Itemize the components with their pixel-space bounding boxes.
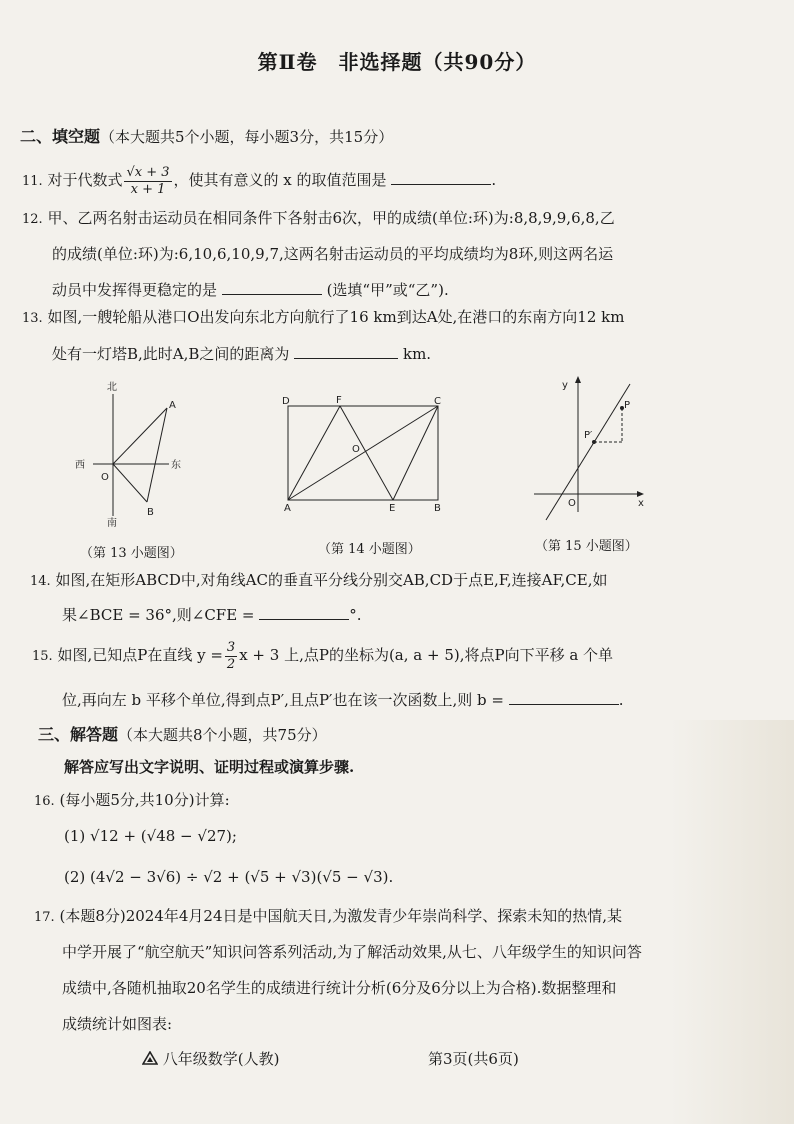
paper-title: 第Ⅱ卷 非选择题（共90分） (257, 50, 537, 74)
figure-14-caption: （第 14 小题图） (318, 542, 421, 557)
fig15-Pp: P′ (584, 430, 593, 441)
footer-subject (142, 1048, 280, 1069)
fig14-A: A (284, 503, 291, 514)
x-axis-arrow (637, 491, 644, 497)
q14-line2 (62, 605, 362, 625)
question-17 (34, 906, 622, 928)
segment-AF (288, 406, 340, 500)
q12-line3-pre: 动员中发挥得更稳定的是 (52, 281, 218, 299)
segment-OB (113, 464, 147, 502)
q15-frac-num: 3 (226, 640, 236, 655)
segment-FE (340, 406, 393, 500)
question-number: 14. (30, 574, 51, 589)
q13-line2 (52, 344, 431, 364)
question-12 (22, 208, 615, 230)
answer-blank[interactable] (509, 690, 619, 705)
fig13-B: B (147, 507, 154, 518)
fig13-south: 南 (107, 518, 117, 529)
q15-line2 (62, 690, 623, 710)
q13-line2-pre: 处有一灯塔B,此时A,B之间的距离为 (52, 345, 290, 363)
fig15-O: O (568, 498, 576, 509)
paper-shadow (670, 720, 794, 1124)
fig13-A: A (169, 400, 176, 411)
question-13 (22, 307, 624, 329)
q16-p2-expression: (4√2 − 3√6) ÷ √2 + (√5 + √3)(√5 − √3). (90, 868, 394, 886)
subject-label: 八年级数学(人教) (162, 1050, 280, 1068)
fig14-D: D (282, 396, 290, 407)
question-15 (32, 640, 613, 672)
section-solve-header (38, 722, 327, 745)
question-number: 16. (34, 794, 55, 809)
q16-p2-label: (2) (64, 868, 86, 886)
q14-line2-pre: 果∠BCE = 36°,则∠CFE = (62, 606, 255, 624)
question-16 (34, 790, 230, 812)
q12-line3 (52, 280, 449, 300)
section-fill-header (20, 124, 393, 147)
figure-14 (278, 390, 458, 519)
segment-AB (147, 408, 167, 502)
question-number: 13. (22, 311, 43, 326)
footer-page-number: 第3页(共6页) (428, 1050, 519, 1068)
q11-numerator: √x + 3 (126, 165, 170, 180)
fig14-O: O (352, 444, 360, 455)
q16-p1-label: (1) (64, 827, 86, 845)
q17-line1: (本题8分)2024年4月24日是中国航天日,为激发青少年崇尚科学、探索未知的热情,某 (59, 907, 623, 925)
q17-line3: 成绩中,各随机抽取20名学生的成绩进行统计分析(6分及6分以上为合格).数据整理和 (62, 979, 617, 997)
q11-text-pre: 对于代数式 (47, 171, 123, 189)
fig14-E: E (389, 503, 396, 514)
q12-line1: 甲、乙两名射击运动员在相同条件下各射击6次，甲的成绩(单位:环)为:8,8,9,9,6,8,乙 (47, 209, 615, 227)
question-11: 11. 对于代数式 $\frac{√x + 3}{x + 1}$ ，使其有意义的 x 的取值范围是 . (22, 165, 497, 197)
q11-fraction (124, 165, 171, 197)
q13-line2-post: km. (402, 345, 432, 363)
fig14-F: F (336, 395, 342, 406)
q17-line4: 成绩统计如图表: (62, 1015, 173, 1033)
fig14-C: C (434, 396, 441, 407)
q15-frac-den: 2 (226, 657, 236, 672)
q13-line1: 如图,一艘轮船从港口O出发向东北方向航行了16 km到达A处,在港口的东南方向12 km (47, 308, 625, 326)
q12-line2: 的成绩(单位:环)为:6,10,6,10,9,7,这两名射击运动员的平均成绩均为8环,则这两名运 (52, 245, 614, 263)
section-solve-note: （本大题共8个小题，共75分） (118, 726, 327, 744)
question-number: 12. (22, 212, 43, 227)
answer-blank[interactable] (222, 280, 322, 295)
figure-13-caption: （第 13 小题图） (80, 546, 183, 561)
question-number: 17. (34, 910, 55, 925)
answer-blank[interactable] (294, 344, 398, 359)
question-number: 15. (32, 649, 53, 664)
q14-line2-post: °. (349, 606, 362, 624)
q16-p1-expression: √12 + (√48 − √27); (90, 827, 237, 845)
line-graph (546, 384, 630, 520)
q16-part1 (64, 826, 237, 846)
q15-line2-pre: 位,再向左 b 平移个单位,得到点P′,且点P′也在该一次函数上,则 b = (62, 691, 504, 709)
question-number: 11. (22, 174, 43, 189)
fig13-east: 东 (171, 460, 181, 471)
fig13-west: 西 (75, 460, 85, 471)
q11-text-post: ，使其有意义的 x 的取值范围是 (173, 171, 387, 189)
section-fill-note: （本大题共5个小题，每小题3分，共15分） (100, 128, 394, 146)
fig15-P: P (624, 400, 631, 411)
section-solve-heading: 三、解答题 (38, 725, 119, 744)
figure-15 (530, 372, 650, 526)
section-solve-instruction: 解答应写出文字说明、证明过程或演算步骤. (64, 758, 355, 776)
triangle-logo-icon (142, 1050, 163, 1068)
fig15-x: x (638, 498, 644, 509)
q16-part2 (64, 867, 393, 887)
question-14 (30, 570, 608, 592)
figure-15-caption: （第 15 小题图） (535, 539, 638, 554)
fig13-O: O (101, 472, 109, 483)
q12-line3-post: (选填“甲”或“乙”). (326, 281, 449, 299)
figure-13 (65, 378, 195, 534)
answer-blank[interactable] (391, 170, 491, 185)
fig15-y: y (562, 380, 568, 391)
segment-OA (113, 408, 167, 464)
point-P-prime (592, 440, 596, 444)
section-fill-heading: 二、填空题 (20, 127, 101, 146)
fig13-north: 北 (107, 382, 117, 393)
q14-line1: 如图,在矩形ABCD中,对角线AC的垂直平分线分别交AB,CD于点E,F,连接AF,CE,如 (55, 571, 608, 589)
answer-blank[interactable] (259, 605, 349, 620)
q15-fraction (225, 640, 237, 672)
q15-pre: 如图,已知点P在直线 y = (57, 646, 223, 664)
q15-line2-post: . (618, 691, 624, 709)
q17-line2: 中学开展了“航空航天”知识问答系列活动,为了解活动效果,从七、八年级学生的知识问答 (62, 943, 642, 961)
y-axis-arrow (575, 376, 581, 383)
q11-denominator: x + 1 (130, 182, 166, 197)
q16-head: (每小题5分,共10分)计算: (59, 791, 230, 809)
q15-mid: x + 3 上,点P的坐标为(a, a + 5),将点P向下平移 a 个单 (239, 646, 614, 664)
fig14-B: B (434, 503, 441, 514)
